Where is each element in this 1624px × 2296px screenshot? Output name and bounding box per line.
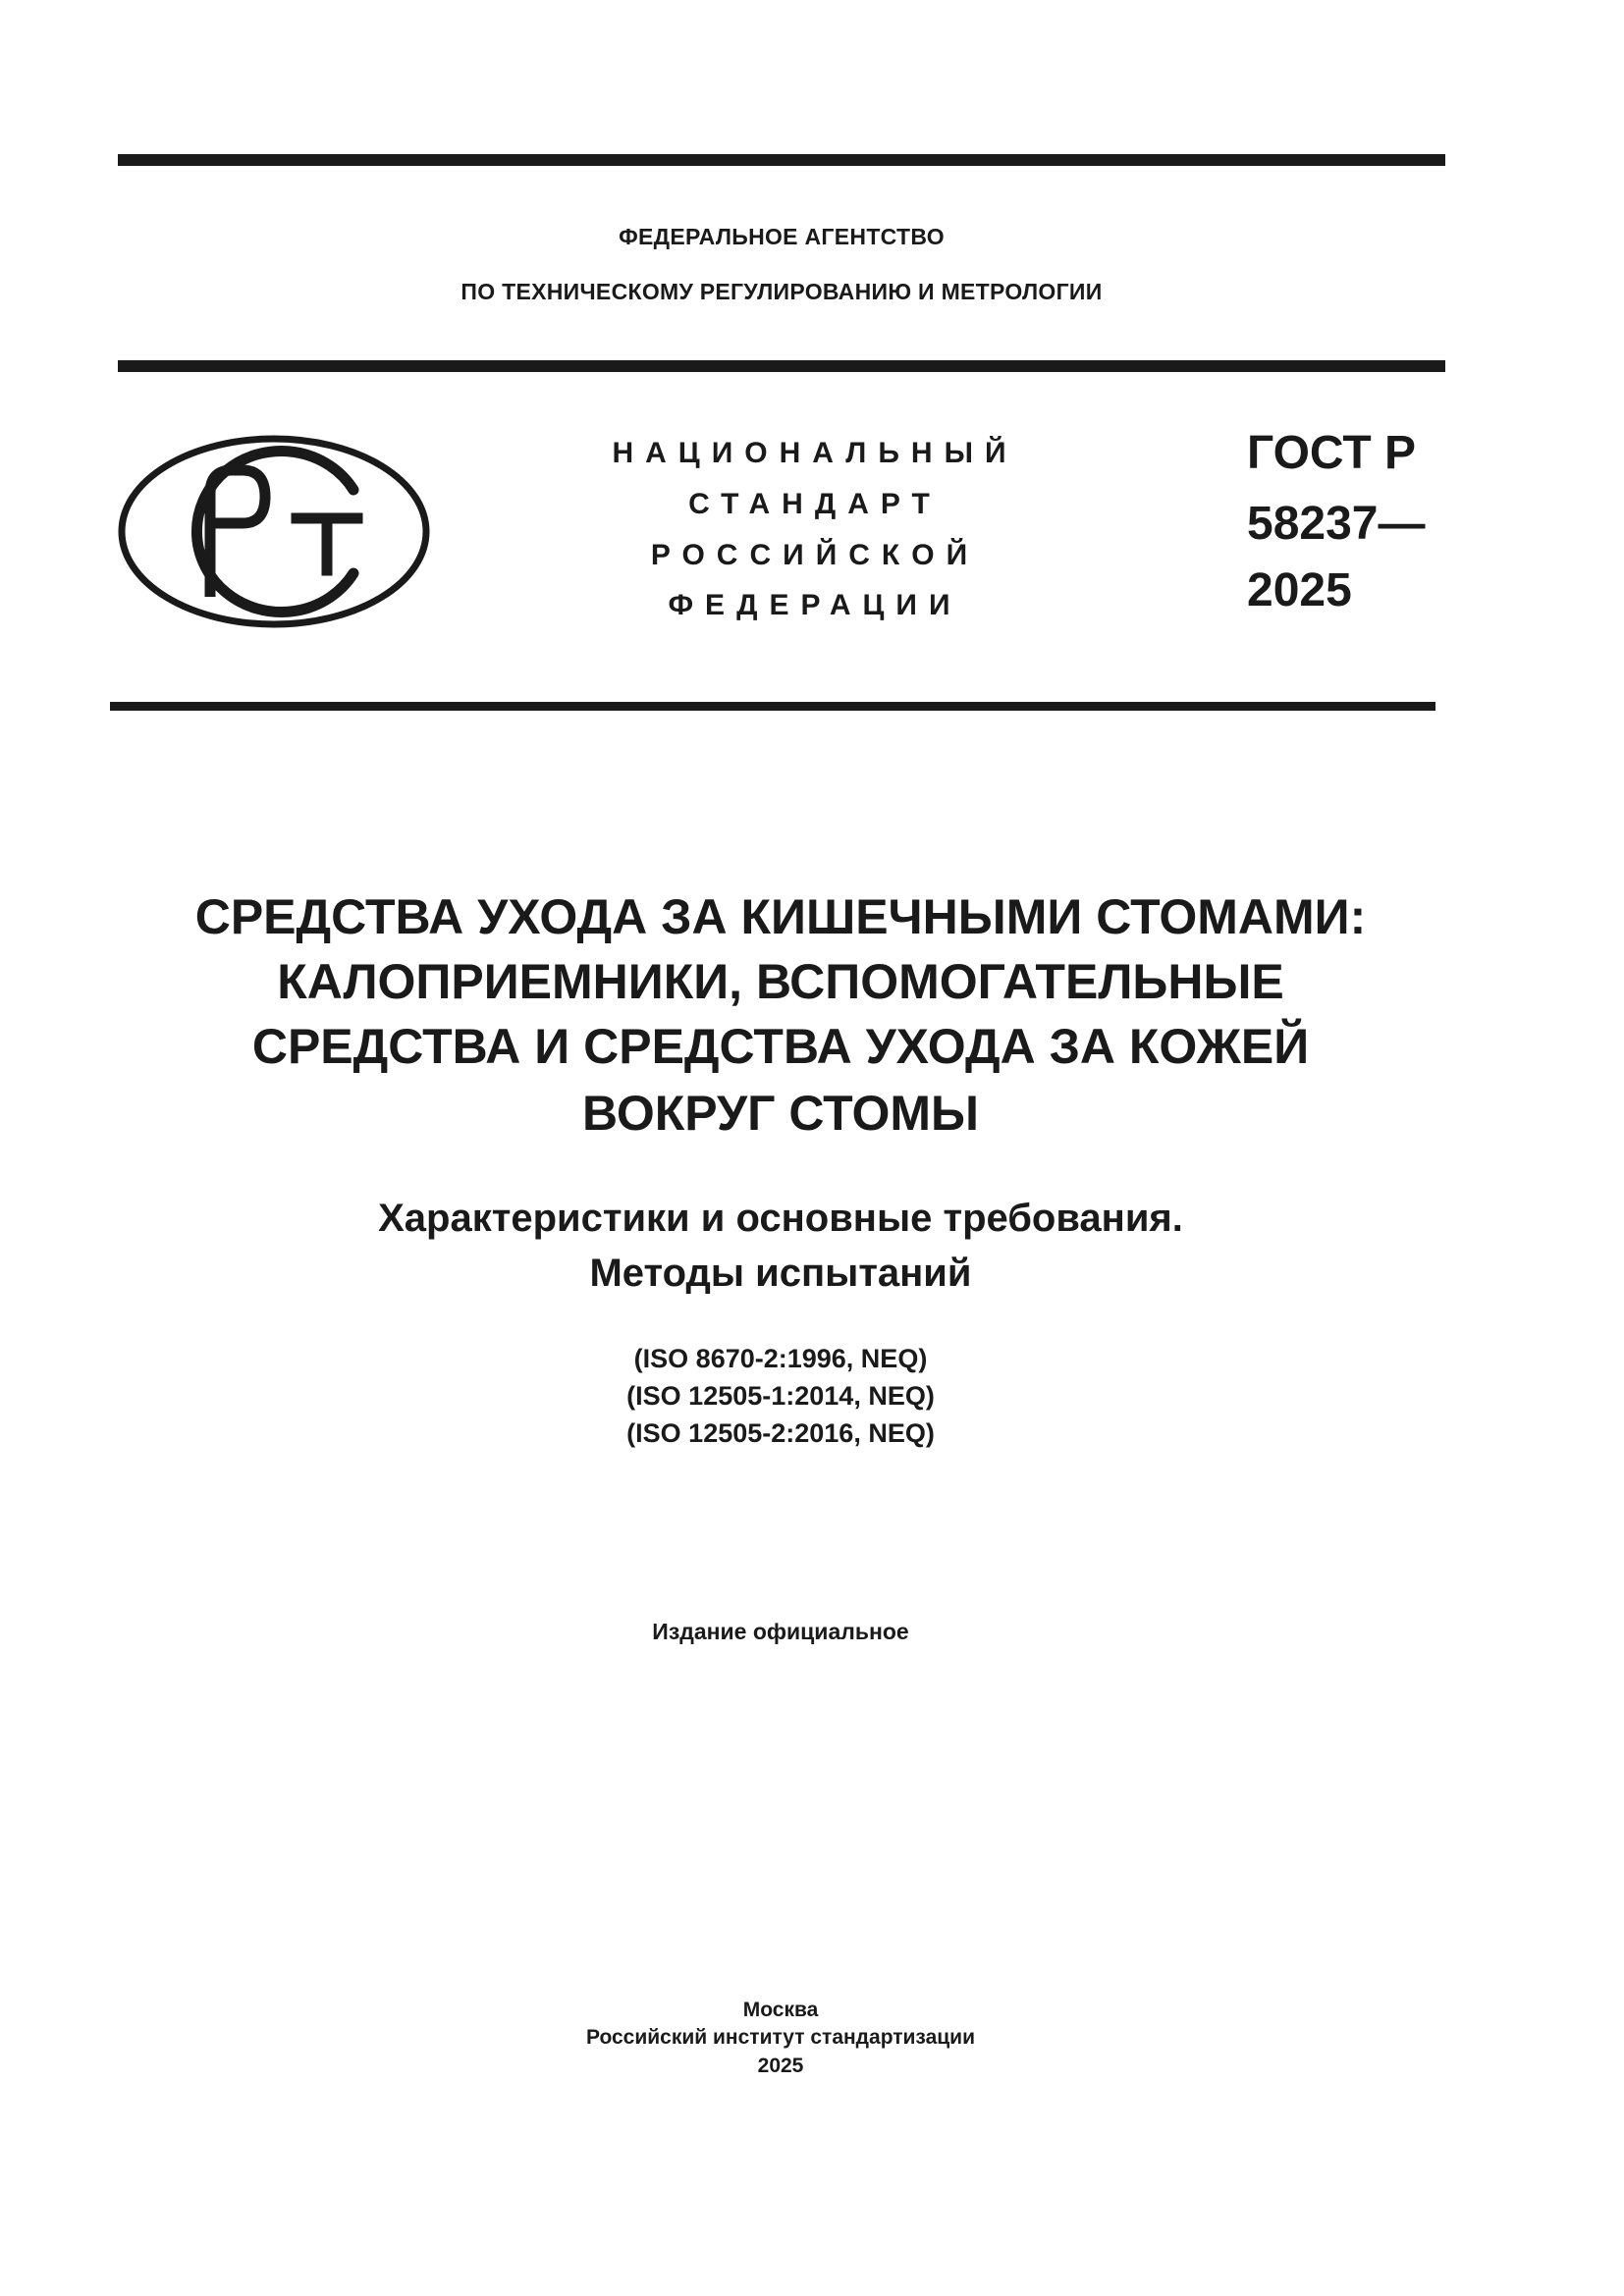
agency-line-1: ФЕДЕРАЛЬНОЕ АГЕНТСТВО xyxy=(619,224,945,249)
iso-reference: (ISO 8670-2:1996, NEQ) xyxy=(633,1344,928,1373)
top-rule xyxy=(118,154,1445,166)
document-subtitle-line: Характеристики и основные требования. xyxy=(378,1197,1183,1240)
national-standard-line-3: РОССИЙСКОЙ xyxy=(650,539,980,571)
document-subtitle-line: Методы испытаний xyxy=(589,1252,972,1295)
national-standard-line-1: НАЦИОНАЛЬНЫЙ xyxy=(612,437,1018,469)
national-standard-line-2: СТАНДАРТ xyxy=(688,488,942,520)
designation-line-3: 2025 xyxy=(1247,564,1352,616)
document-title-line: ВОКРУГ СТОМЫ xyxy=(582,1086,979,1141)
document-title-line: СРЕДСТВА УХОДА ЗА КИШЕЧНЫМИ СТОМАМИ: xyxy=(194,889,1367,944)
iso-reference: (ISO 12505-1:2014, NEQ) xyxy=(626,1381,935,1411)
designation-rule xyxy=(110,702,1435,711)
header-rule xyxy=(118,360,1445,372)
imprint-city: Москва xyxy=(742,1999,819,2021)
national-standard-line-4: ФЕДЕРАЦИИ xyxy=(668,589,962,621)
imprint-publisher: Российский институт стандартизации xyxy=(585,2026,976,2049)
designation-line-2: 58237— xyxy=(1247,498,1426,550)
iso-reference: (ISO 12505-2:2016, NEQ) xyxy=(626,1418,935,1448)
document-title-line: СРЕДСТВА И СРЕДСТВА УХОДА ЗА КОЖЕЙ xyxy=(251,1019,1310,1074)
rst-certification-mark-icon xyxy=(118,435,430,628)
agency-line-2: ПО ТЕХНИЧЕСКОМУ РЕГУЛИРОВАНИЮ И МЕТРОЛОГИИ xyxy=(460,279,1103,304)
edition-note: Издание официальное xyxy=(652,1619,909,1644)
imprint-year: 2025 xyxy=(757,2055,804,2077)
document-title-line: КАЛОПРИЕМНИКИ, ВСПОМОГАТЕЛЬНЫЕ xyxy=(277,954,1284,1009)
designation-line-1: ГОСТ Р xyxy=(1247,427,1417,479)
